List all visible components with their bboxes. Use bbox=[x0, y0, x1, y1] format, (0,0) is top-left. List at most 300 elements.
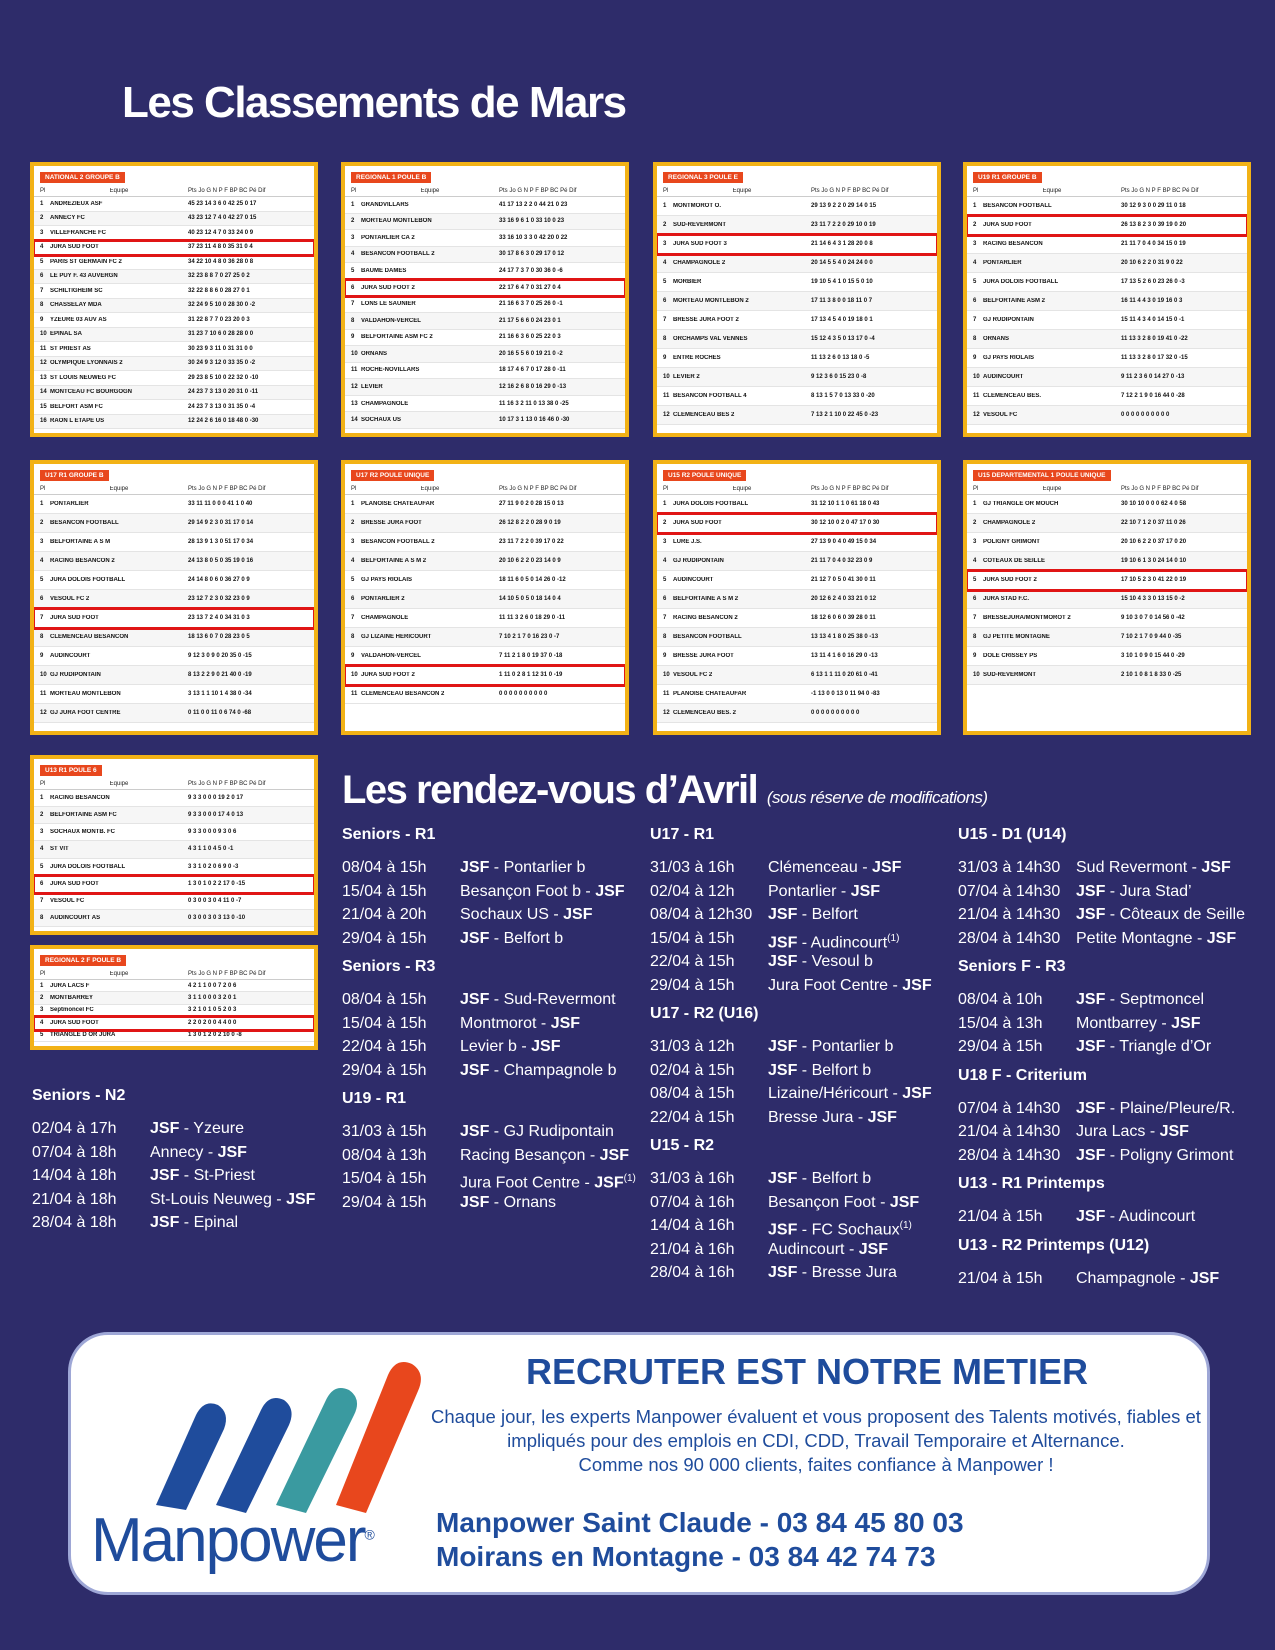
team-jsf: JSF bbox=[768, 953, 798, 970]
team-jsf: JSF bbox=[1189, 1269, 1220, 1287]
standings-table bbox=[341, 460, 629, 735]
fixture bbox=[342, 903, 642, 927]
row-stats: 28 13 9 1 3 0 51 17 0 34 bbox=[188, 539, 254, 545]
row-rank: 2 bbox=[40, 520, 44, 526]
row-rank: 4 bbox=[40, 244, 44, 251]
row-stats: 4 2 1 1 0 0 7 2 0 6 bbox=[188, 982, 237, 989]
table-row bbox=[345, 396, 625, 413]
row-rank: 4 bbox=[40, 1019, 44, 1026]
row-rank: 11 bbox=[973, 393, 980, 399]
fixture-date: 22/04 à 15h bbox=[650, 1108, 735, 1126]
row-rank: 8 bbox=[40, 302, 44, 309]
table-row bbox=[967, 609, 1247, 628]
row-rank: 2 bbox=[973, 520, 977, 526]
team-jsf: JSF bbox=[460, 991, 490, 1008]
row-team: GJ RUDIPONTAIN bbox=[50, 672, 101, 678]
row-team: BRESSEJURA/MONTMOROT 2 bbox=[983, 615, 1071, 621]
table-row bbox=[967, 666, 1247, 685]
row-stats: 1 3 0 1 2 0 2 10 0 -8 bbox=[188, 1032, 242, 1039]
team-jsf: JSF bbox=[872, 859, 902, 876]
fixture-date: 07/04 à 14h30 bbox=[958, 1099, 1061, 1117]
row-stats: 20 10 6 2 2 0 23 14 0 9 bbox=[499, 558, 561, 564]
row-team: SOCHAUX MONTB. FC bbox=[50, 829, 115, 836]
table-row bbox=[345, 247, 625, 264]
row-rank: 11 bbox=[40, 691, 47, 697]
table-row bbox=[967, 330, 1247, 349]
column-pl: Pl bbox=[663, 187, 669, 194]
table-row bbox=[34, 212, 314, 227]
row-team: GJ RUDIPONTAIN bbox=[673, 558, 724, 564]
fixture-match bbox=[1076, 880, 1192, 904]
row-team: LURE J.S. bbox=[673, 539, 702, 545]
category-title: Seniors - N2 bbox=[32, 1087, 126, 1104]
opponent: - Belfort b bbox=[797, 1061, 872, 1079]
fixture bbox=[958, 1205, 1268, 1229]
fixture-date: 08/04 à 15h bbox=[342, 859, 427, 876]
row-team: EPINAL SA bbox=[50, 331, 82, 338]
row-team: Septmoncel FC bbox=[50, 1007, 94, 1014]
opponent: Petite Montagne - bbox=[1076, 929, 1207, 947]
schedule-section bbox=[342, 1090, 642, 1214]
fixture-match bbox=[460, 856, 585, 880]
row-stats: 18 11 6 0 5 0 14 26 0 -12 bbox=[499, 577, 566, 583]
schedule-section bbox=[32, 1087, 332, 1235]
fixture bbox=[32, 1164, 332, 1188]
row-team: BRESSE JURA FOOT 2 bbox=[673, 317, 739, 323]
footnote-mark: (1) bbox=[887, 932, 900, 944]
table-row bbox=[34, 910, 314, 927]
fixture-match bbox=[768, 927, 899, 951]
standings-table bbox=[963, 162, 1251, 437]
fixture-match bbox=[1076, 1012, 1200, 1036]
row-team: CLEMENCEAU BESANCON bbox=[50, 634, 129, 640]
table-row bbox=[345, 571, 625, 590]
column-team: Equipe bbox=[109, 970, 129, 977]
fixture bbox=[650, 1261, 960, 1285]
row-stats: 0 0 0 0 0 0 0 0 0 0 bbox=[1121, 412, 1170, 418]
table-row bbox=[34, 255, 314, 270]
row-team: CHAMPAGNOLE bbox=[361, 615, 409, 621]
row-rank: 7 bbox=[663, 615, 667, 621]
standings-table bbox=[30, 460, 318, 735]
row-rank: 7 bbox=[40, 897, 44, 904]
table-header: U15 R2 POULE UNIQUE bbox=[663, 470, 746, 481]
fixture-match bbox=[150, 1211, 238, 1235]
standings-table bbox=[30, 945, 318, 1050]
fixture-match bbox=[1076, 1267, 1219, 1291]
row-rank: 2 bbox=[351, 218, 355, 225]
fixture-match bbox=[1076, 1144, 1233, 1168]
fixture-match bbox=[768, 1035, 893, 1059]
fixture-date: 29/04 à 15h bbox=[650, 976, 735, 994]
row-stats: 9 3 3 0 0 0 9 3 0 6 bbox=[188, 829, 237, 836]
row-rank: 1 bbox=[351, 201, 355, 208]
row-rank: 11 bbox=[40, 345, 47, 352]
fixture-date: 02/04 à 15h bbox=[650, 1061, 735, 1079]
fixture bbox=[958, 1144, 1268, 1168]
row-stats: 33 16 10 3 3 0 42 20 0 22 bbox=[499, 234, 568, 241]
team-jsf: JSF bbox=[550, 1014, 581, 1032]
column-pl: Pl bbox=[40, 970, 46, 977]
fixture-date: 21/04 à 16h bbox=[650, 1240, 735, 1258]
team-jsf: JSF bbox=[768, 1038, 798, 1055]
row-rank: 10 bbox=[351, 672, 358, 678]
column-pl: Pl bbox=[40, 187, 46, 194]
row-team: BELFORTAINE ASM FC bbox=[50, 812, 117, 819]
row-stats: 22 10 7 1 2 0 37 11 0 26 bbox=[1121, 520, 1186, 526]
row-team: PONTARLIER bbox=[50, 501, 89, 507]
table-row bbox=[657, 368, 937, 387]
row-stats: 23 11 7 2 2 0 29 10 0 19 bbox=[811, 222, 876, 228]
row-team: BESANCON FOOTBALL bbox=[983, 203, 1052, 209]
opponent: Montmorot - bbox=[460, 1014, 551, 1032]
team-jsf: JSF bbox=[563, 906, 593, 923]
fixture-match bbox=[768, 1261, 897, 1285]
fixture-date: 15/04 à 15h bbox=[650, 929, 735, 947]
team-jsf: JSF bbox=[768, 933, 798, 951]
table-row bbox=[657, 292, 937, 311]
row-team: GJ RUDIPONTAIN bbox=[983, 317, 1034, 323]
team-jsf: JSF bbox=[1076, 1208, 1106, 1225]
row-stats: 23 13 7 2 4 0 34 31 0 3 bbox=[188, 615, 250, 621]
table-row bbox=[345, 214, 625, 231]
fixture bbox=[958, 1012, 1268, 1036]
row-team: JURA SUD FOOT bbox=[50, 615, 99, 621]
row-rank: 9 bbox=[663, 355, 667, 361]
row-stats: 7 10 2 1 7 0 9 44 0 -35 bbox=[1121, 634, 1182, 640]
row-stats: 31 12 10 1 1 0 61 18 0 43 bbox=[811, 501, 880, 507]
fixture-match bbox=[768, 1082, 932, 1106]
table-row bbox=[657, 590, 937, 609]
row-rank: 6 bbox=[973, 596, 977, 602]
row-team: PONTARLIER CA 2 bbox=[361, 234, 415, 241]
table-row bbox=[657, 349, 937, 368]
row-team: LEVIER bbox=[361, 383, 383, 390]
fixture-date: 15/04 à 15h bbox=[342, 882, 427, 900]
ad-text bbox=[431, 1405, 1201, 1477]
team-jsf: JSF bbox=[595, 882, 625, 900]
row-rank: 2 bbox=[40, 995, 44, 1002]
opponent: St-Louis Neuweg - bbox=[150, 1190, 287, 1208]
opponent: - Triangle d’Or bbox=[1105, 1038, 1212, 1055]
table-row bbox=[345, 647, 625, 666]
row-team: SUD-REVERMONT bbox=[673, 222, 727, 228]
row-team: GJ LIZAINE HERICOURT bbox=[361, 634, 432, 640]
fixture-date: 08/04 à 10h bbox=[958, 991, 1043, 1008]
fixture-match bbox=[768, 1167, 871, 1191]
team-jsf: JSF bbox=[286, 1190, 316, 1208]
row-stats: 0 11 0 0 11 0 6 74 0 -68 bbox=[188, 710, 252, 716]
opponent: - Bresse Jura bbox=[797, 1264, 897, 1281]
opponent: Jura Foot Centre - bbox=[460, 1174, 595, 1192]
fixture bbox=[958, 1097, 1268, 1121]
table-row bbox=[34, 992, 314, 1004]
row-team: BESANCON FOOTBALL bbox=[673, 634, 742, 640]
fixture-match bbox=[768, 950, 873, 974]
schedule-section bbox=[342, 958, 642, 1082]
table-row bbox=[345, 552, 625, 571]
row-team: BELFORTAINE ASM FC 2 bbox=[361, 334, 433, 341]
category-title: U13 - R1 Printemps bbox=[958, 1175, 1105, 1192]
opponent: Lizaine/Héricourt - bbox=[768, 1085, 903, 1102]
category-title: U17 - R1 bbox=[650, 826, 715, 843]
row-stats: 21 16 6 3 6 0 25 22 0 3 bbox=[499, 334, 561, 341]
row-team: ST PRIEST AS bbox=[50, 345, 91, 352]
table-row bbox=[34, 628, 314, 647]
row-team: OLYMPIQUE LYONNAIS 2 bbox=[50, 360, 123, 367]
footnote-mark: (1) bbox=[899, 1220, 912, 1231]
table-row bbox=[34, 371, 314, 386]
row-team: CLEMENCEAU BES. 2 bbox=[673, 710, 737, 716]
row-rank: 1 bbox=[973, 203, 977, 209]
row-team: JURA SUD FOOT 2 bbox=[361, 672, 415, 678]
row-team: BESANCON FOOTBALL bbox=[50, 520, 119, 526]
row-stats: 1 3 0 1 0 2 2 17 0 -15 bbox=[188, 880, 246, 887]
row-team: VESOUL FC 2 bbox=[673, 672, 713, 678]
row-stats: 9 12 3 0 9 0 20 35 0 -15 bbox=[188, 653, 252, 659]
row-team: CHAMPAGNOLE 2 bbox=[983, 520, 1036, 526]
table-header: U15 DEPARTEMENTAL 1 POULE UNIQUE bbox=[973, 470, 1111, 481]
row-team: LE PUY F. 43 AUVERGN bbox=[50, 273, 118, 280]
column-team: Equipe bbox=[420, 485, 440, 492]
column-stats: Pts Jo G N P F BP BC Pé Dif bbox=[188, 187, 266, 194]
row-rank: 7 bbox=[973, 615, 977, 621]
fixture-match bbox=[768, 1238, 888, 1262]
row-team: GRANDVILLARS bbox=[361, 201, 409, 208]
opponent: - Audincourt bbox=[797, 933, 888, 951]
table-row bbox=[34, 552, 314, 571]
row-team: MORTEAU MONTLEBON 2 bbox=[673, 298, 749, 304]
row-team: VILLEFRANCHE FC bbox=[50, 229, 106, 236]
team-jsf: JSF bbox=[768, 1170, 798, 1187]
row-stats: 23 11 7 2 2 0 39 17 0 22 bbox=[499, 539, 564, 545]
schedule-title bbox=[342, 768, 988, 813]
row-rank: 7 bbox=[351, 301, 355, 308]
table-row bbox=[345, 263, 625, 280]
row-rank: 3 bbox=[40, 229, 44, 236]
table-header: NATIONAL 2 GROUPE B bbox=[40, 172, 125, 183]
row-team: ORNANS bbox=[983, 336, 1010, 342]
table-row bbox=[34, 590, 314, 609]
row-stats: 15 12 4 3 5 0 13 17 0 -4 bbox=[811, 336, 875, 342]
column-pl: Pl bbox=[351, 485, 357, 492]
table-columns bbox=[345, 483, 625, 495]
row-stats: 29 13 9 2 2 0 29 14 0 15 bbox=[811, 203, 877, 209]
row-stats: 24 17 7 3 7 0 30 36 0 -6 bbox=[499, 268, 563, 275]
fixture bbox=[32, 1211, 332, 1235]
team-jsf: JSF bbox=[1076, 991, 1106, 1008]
row-stats: 17 10 5 2 3 0 41 22 0 19 bbox=[1121, 577, 1187, 583]
table-row bbox=[345, 197, 625, 214]
schedule-column-4 bbox=[958, 826, 1268, 1298]
row-stats: 3 3 1 0 2 0 6 9 0 -3 bbox=[188, 863, 239, 870]
column-stats: Pts Jo G N P F BP BC Pé Dif bbox=[499, 187, 577, 194]
row-rank: 4 bbox=[351, 558, 355, 564]
row-stats: 3 1 1 0 0 0 3 2 0 1 bbox=[188, 995, 237, 1002]
team-jsf: JSF bbox=[1171, 1014, 1201, 1032]
table-columns bbox=[967, 185, 1247, 197]
row-stats: 18 12 6 0 6 0 39 28 0 11 bbox=[811, 615, 876, 621]
category-title: U19 - R1 bbox=[342, 1090, 407, 1107]
row-team: AUDINCOURT bbox=[50, 653, 91, 659]
row-rank: 3 bbox=[40, 539, 44, 545]
row-stats: 29 23 8 5 10 0 22 32 0 -10 bbox=[188, 374, 259, 381]
team-jsf: JSF bbox=[599, 1146, 629, 1164]
fixture-match bbox=[460, 903, 593, 927]
row-rank: 3 bbox=[40, 829, 44, 836]
column-team: Equipe bbox=[109, 780, 129, 787]
table-row bbox=[967, 514, 1247, 533]
row-stats: 8 13 1 5 7 0 13 33 0 -20 bbox=[811, 393, 875, 399]
opponent: Montbarrey - bbox=[1076, 1014, 1172, 1032]
fixture bbox=[32, 1117, 332, 1141]
row-rank: 11 bbox=[663, 393, 670, 399]
row-stats: 11 13 2 6 0 13 18 0 -5 bbox=[811, 355, 870, 361]
fixture bbox=[958, 1120, 1268, 1144]
row-team: COTEAUX DE SEILLE bbox=[983, 558, 1046, 564]
row-stats: 7 11 2 1 8 0 19 37 0 -18 bbox=[499, 653, 563, 659]
row-rank: 3 bbox=[973, 241, 977, 247]
fixture bbox=[32, 1188, 332, 1212]
column-stats: Pts Jo G N P F BP BC Pé Dif bbox=[811, 187, 889, 194]
fixture-match bbox=[1076, 988, 1204, 1012]
fixture bbox=[958, 927, 1268, 951]
row-stats: 30 10 10 0 0 0 62 4 0 58 bbox=[1121, 501, 1187, 507]
fixture bbox=[958, 988, 1268, 1012]
fixture-match bbox=[460, 1167, 636, 1191]
team-jsf: JSF bbox=[460, 1123, 490, 1140]
row-rank: 9 bbox=[973, 653, 977, 659]
fixture bbox=[650, 903, 960, 927]
row-stats: -1 13 0 0 13 0 11 94 0 -83 bbox=[811, 691, 880, 697]
column-stats: Pts Jo G N P F BP BC Pé Dif bbox=[499, 485, 577, 492]
table-row bbox=[34, 571, 314, 590]
table-header: REGIONAL 2 F POULE B bbox=[40, 955, 126, 966]
column-team: Equipe bbox=[1042, 187, 1062, 194]
row-stats: 26 12 8 2 2 0 28 9 0 19 bbox=[499, 520, 561, 526]
fixture-date: 29/04 à 15h bbox=[342, 1193, 427, 1211]
team-jsf: JSF bbox=[1201, 859, 1231, 876]
row-team: JURA SUD FOOT bbox=[50, 880, 99, 887]
opponent: - Jura Stad’ bbox=[1105, 882, 1192, 900]
fixture bbox=[342, 1191, 642, 1215]
fixture-match bbox=[150, 1141, 247, 1165]
row-stats: 17 13 4 5 4 0 19 18 0 1 bbox=[811, 317, 873, 323]
row-stats: 8 13 2 2 9 0 21 40 0 -19 bbox=[188, 672, 252, 678]
row-rank: 10 bbox=[663, 672, 670, 678]
table-columns bbox=[345, 185, 625, 197]
opponent: - Pontarlier b bbox=[489, 859, 586, 876]
row-rank: 7 bbox=[40, 287, 44, 294]
team-jsf: JSF bbox=[594, 1174, 624, 1192]
standings-table bbox=[653, 162, 941, 437]
row-team: CHASSELAY MDA bbox=[50, 302, 102, 309]
schedule-section bbox=[650, 1137, 960, 1285]
fixture-date: 28/04 à 16h bbox=[650, 1264, 735, 1281]
row-team: PONTARLIER 2 bbox=[361, 596, 405, 602]
fixture-date: 28/04 à 18h bbox=[32, 1214, 117, 1231]
fixture-date: 08/04 à 13h bbox=[342, 1146, 427, 1164]
row-rank: 6 bbox=[40, 273, 44, 280]
row-team: BESANCON FOOTBALL 2 bbox=[361, 251, 435, 258]
row-stats: 0 3 0 0 3 0 3 13 0 -10 bbox=[188, 914, 246, 921]
row-rank: 6 bbox=[663, 596, 667, 602]
fixture-date: 31/03 à 14h30 bbox=[958, 859, 1061, 876]
fixture bbox=[342, 1167, 642, 1191]
team-jsf: JSF bbox=[460, 1061, 490, 1079]
table-row bbox=[967, 273, 1247, 292]
row-stats: 10 17 3 1 13 0 16 46 0 -30 bbox=[499, 417, 570, 424]
table-row bbox=[34, 386, 314, 401]
opponent: Besançon Foot - bbox=[768, 1193, 890, 1211]
fixture-match bbox=[460, 988, 616, 1012]
row-rank: 1 bbox=[351, 501, 355, 507]
row-team: BRESSE JURA FOOT bbox=[361, 520, 422, 526]
fixture-match bbox=[460, 1191, 556, 1215]
fixture-match bbox=[768, 903, 858, 927]
row-team: BESANCON FOOTBALL 4 bbox=[673, 393, 747, 399]
team-jsf: JSF bbox=[768, 906, 798, 923]
row-team: MONTCEAU FC BOURGOGN bbox=[50, 389, 132, 396]
row-rank: 11 bbox=[351, 691, 358, 697]
opponent: - Epinal bbox=[179, 1214, 239, 1231]
table-row bbox=[967, 216, 1247, 235]
row-rank: 8 bbox=[351, 634, 355, 640]
opponent: - Champagnole b bbox=[489, 1061, 617, 1079]
fixture-date: 31/03 à 16h bbox=[650, 1170, 735, 1187]
fixture bbox=[650, 856, 960, 880]
team-jsf: JSF bbox=[902, 1085, 932, 1102]
fixture-date: 21/04 à 20h bbox=[342, 906, 427, 923]
ad-text-2: Comme nos 90 000 clients, faites confiance à Manpower ! bbox=[578, 1454, 1054, 1475]
row-stats: 15 10 4 3 3 0 13 15 0 -2 bbox=[1121, 596, 1185, 602]
row-stats: 11 16 3 2 11 0 13 38 0 -25 bbox=[499, 400, 569, 407]
row-rank: 6 bbox=[351, 284, 355, 291]
table-row bbox=[657, 330, 937, 349]
row-rank: 6 bbox=[973, 298, 977, 304]
schedule-section bbox=[958, 1067, 1268, 1168]
table-row bbox=[34, 514, 314, 533]
phone-saint-claude: Manpower Saint Claude - 03 84 45 80 03 bbox=[436, 1507, 964, 1538]
row-team: MORTEAU MONTLEBON bbox=[361, 218, 432, 225]
row-stats: 32 24 9 5 10 0 28 30 0 -2 bbox=[188, 302, 256, 309]
row-team: ENTRE ROCHES bbox=[673, 355, 721, 361]
row-rank: 12 bbox=[663, 412, 670, 418]
row-stats: 7 13 2 1 10 0 22 45 0 -23 bbox=[811, 412, 879, 418]
row-team: JURA SUD FOOT bbox=[983, 222, 1032, 228]
table-row bbox=[345, 609, 625, 628]
row-stats: 20 10 6 2 2 0 37 17 0 20 bbox=[1121, 539, 1187, 545]
table-row bbox=[34, 704, 314, 723]
team-jsf: JSF bbox=[1076, 906, 1106, 923]
row-team: ORNANS bbox=[361, 350, 388, 357]
row-team: LEVIER 2 bbox=[673, 374, 700, 380]
fixture-match bbox=[1076, 1035, 1211, 1059]
row-rank: 1 bbox=[663, 203, 667, 209]
fixture-match bbox=[1076, 1205, 1195, 1229]
row-stats: 1 11 0 2 8 1 12 31 0 -19 bbox=[499, 672, 563, 678]
row-team: CHAMPAGNOLE 2 bbox=[673, 260, 726, 266]
fixture-match bbox=[768, 880, 880, 904]
row-stats: 27 13 9 0 4 0 49 15 0 34 bbox=[811, 539, 877, 545]
fixture-match bbox=[1076, 927, 1236, 951]
team-jsf: JSF bbox=[889, 1193, 920, 1211]
team-jsf: JSF bbox=[858, 1240, 889, 1258]
fixture-date: 29/04 à 15h bbox=[958, 1038, 1043, 1055]
row-stats: 18 17 4 6 7 0 17 28 0 -11 bbox=[499, 367, 566, 374]
row-stats: 24 13 8 0 5 0 35 19 0 16 bbox=[188, 558, 254, 564]
row-rank: 3 bbox=[40, 1007, 44, 1014]
